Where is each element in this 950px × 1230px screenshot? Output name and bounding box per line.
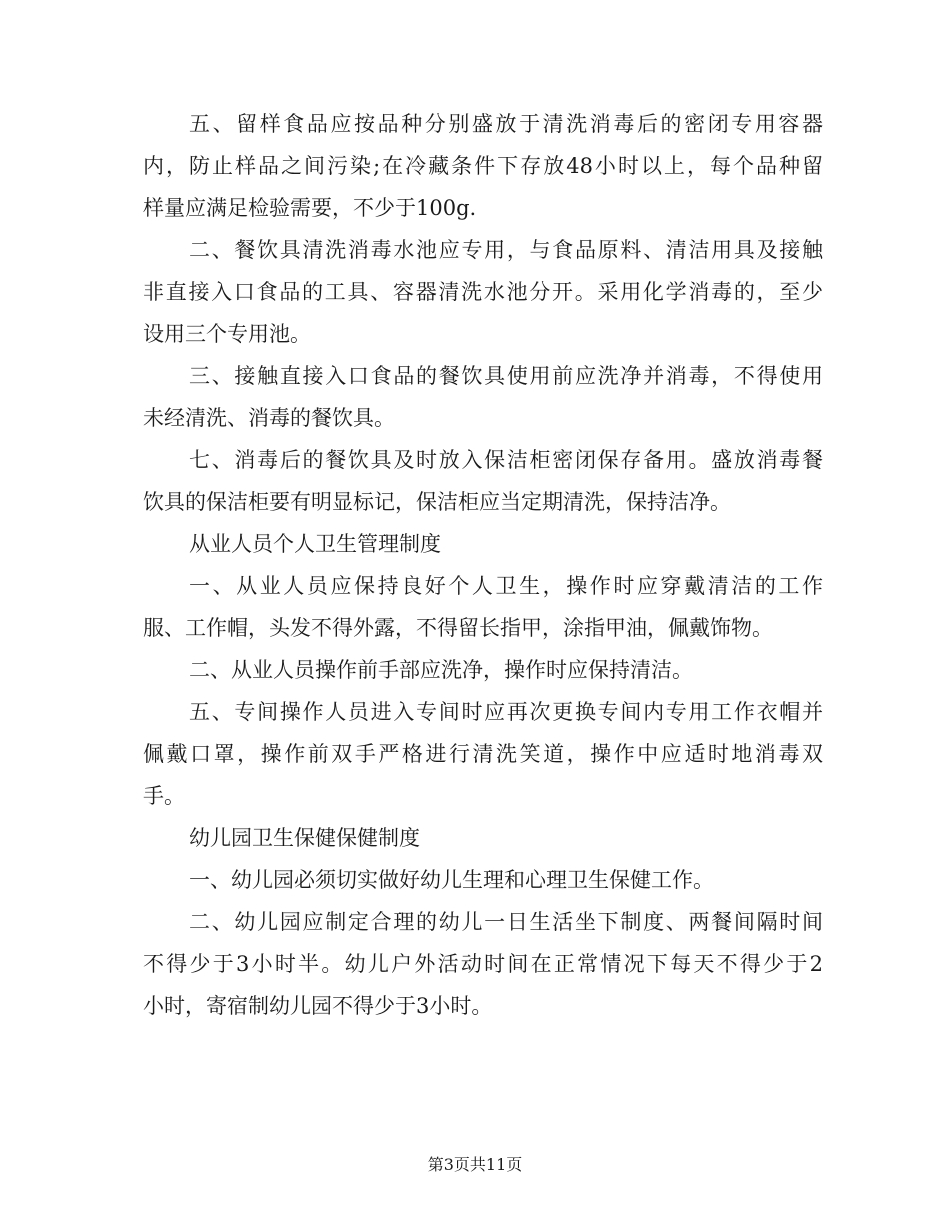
paragraph-line: 二、从业人员操作前手部应洗净，操作时应保持清洁。	[189, 658, 693, 682]
paragraph-line: 未经清洗、消毒的餐饮具。	[143, 406, 395, 430]
paragraph-line: 一、幼儿园必须切实做好幼儿生理和心理卫生保健工作。	[189, 868, 714, 892]
paragraph-line: 二、餐饮具清洗消毒水池应专用，与食品原料、清洁用具及接触	[189, 238, 823, 262]
paragraph-line: 内，防止样品之间污染;在冷藏条件下存放48小时以上，每个品种留	[143, 154, 823, 178]
paragraph-line: 非直接入口食品的工具、容器清洗水池分开。采用化学消毒的，至少	[143, 280, 823, 304]
paragraph-line: 五、留样食品应按品种分别盛放于清洗消毒后的密闭专用容器	[189, 112, 823, 136]
paragraph-line: 样量应满足检验需要，不少于100g.	[143, 196, 477, 220]
paragraph-line: 服、工作帽，头发不得外露，不得留长指甲，涂指甲油，佩戴饰物。	[143, 616, 773, 640]
paragraph-line: 手。	[143, 784, 185, 808]
paragraph-line: 一、从业人员应保持良好个人卫生，操作时应穿戴清洁的工作	[189, 574, 823, 598]
section-heading: 从业人员个人卫生管理制度	[189, 532, 441, 556]
paragraph-line: 饮具的保洁柜要有明显标记，保洁柜应当定期清洗，保持洁净。	[143, 490, 731, 514]
paragraph-line: 三、接触直接入口食品的餐饮具使用前应洗净并消毒，不得使用	[189, 364, 823, 388]
paragraph-line: 五、专间操作人员进入专间时应再次更换专间内专用工作衣帽并	[189, 700, 823, 724]
page-footer: 第3页共11页	[427, 1155, 523, 1174]
paragraph-line: 设用三个专用池。	[143, 322, 311, 346]
section-heading: 幼儿园卫生保健保健制度	[189, 826, 420, 850]
paragraph-line: 七、消毒后的餐饮具及时放入保洁柜密闭保存备用。盛放消毒餐	[189, 448, 823, 472]
paragraph-line: 不得少于3小时半。幼儿户外活动时间在正常情况下每天不得少于2	[143, 952, 823, 976]
paragraph-line: 小时，寄宿制幼儿园不得少于3小时。	[143, 994, 493, 1018]
paragraph-line: 佩戴口罩，操作前双手严格进行清洗笑道，操作中应适时地消毒双	[143, 742, 823, 766]
paragraph-line: 二、幼儿园应制定合理的幼儿一日生活坐下制度、两餐间隔时间	[189, 910, 823, 934]
